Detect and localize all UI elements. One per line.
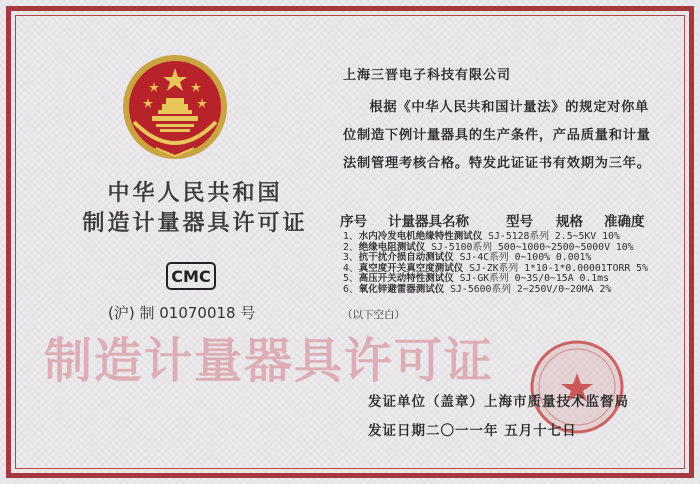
- watermark-text: 制造计量器具许可证: [44, 333, 495, 389]
- issue-date: 发证日期二〇一一年 五月十七日: [368, 423, 577, 439]
- item-number: 6、: [343, 283, 359, 295]
- item-number: 5、: [343, 273, 359, 285]
- list-item: [343, 285, 648, 296]
- item-name: 抗干扰介损自动测试仪: [358, 252, 454, 264]
- item-spec: SJ-5100系列 500~1000~2500~5000V 10%: [431, 241, 634, 253]
- item-name: 绝缘电阻测试仪: [358, 241, 426, 253]
- cert-title-country: 中华人民共和国: [107, 180, 283, 206]
- item-spec: SJ-4C系列 0~100% 0.001%: [459, 252, 592, 264]
- company-name: 上海三晋电子科技有限公司: [343, 68, 512, 83]
- item-number: 2、: [343, 241, 359, 253]
- issuing-authority: 发证单位（盖章）上海市质量技术监督局: [368, 394, 629, 410]
- item-spec: SJ-5128系列 2.5~5KV 10%: [488, 231, 620, 242]
- cmc-mark-text: CMC: [171, 267, 211, 286]
- cert-title-license: 制造计量器具许可证: [82, 210, 308, 236]
- certificate-body: 根据《中华人民共和国计量法》的规定对你单位制造下例计量器具的生产条件，产品质量和计量法制管理考核合格。特发此证证书有效期为三年。: [343, 100, 651, 171]
- item-number: 3、: [343, 252, 359, 264]
- cmc-mark-icon: [166, 262, 216, 290]
- item-spec: SJ-5600系列 2~250V/0~20MA 2%: [450, 283, 612, 295]
- item-number: 1、: [343, 231, 359, 242]
- item-spec: SJ-ZK系列 1*10-1*0.00001TORR 5%: [469, 262, 648, 274]
- item-name: 氧化锌避雷器测试仪: [358, 283, 445, 295]
- header-instrument-name: 计量器具名称: [388, 214, 469, 230]
- item-spec: SJ-GK系列 0~3S/0~15A 0.1ms: [459, 273, 609, 285]
- header-accuracy: 准确度: [604, 214, 645, 230]
- certificate-number: (沪) 制 01070018 号: [108, 304, 256, 322]
- blank-below-note: （以下空白）: [342, 309, 405, 321]
- instrument-list: [343, 232, 648, 296]
- header-spec: 规格: [556, 214, 583, 230]
- national-emblem-icon: [120, 52, 230, 162]
- item-name: 高压开关动特性测试仪: [358, 273, 454, 285]
- item-number: 4、: [343, 262, 359, 274]
- item-name: 水内冷发电机绝缘特性测试仪: [358, 231, 483, 242]
- header-model: 型号: [506, 214, 533, 230]
- header-index: 序号: [340, 214, 367, 230]
- item-name: 真空度开关真空度测试仪: [358, 262, 464, 274]
